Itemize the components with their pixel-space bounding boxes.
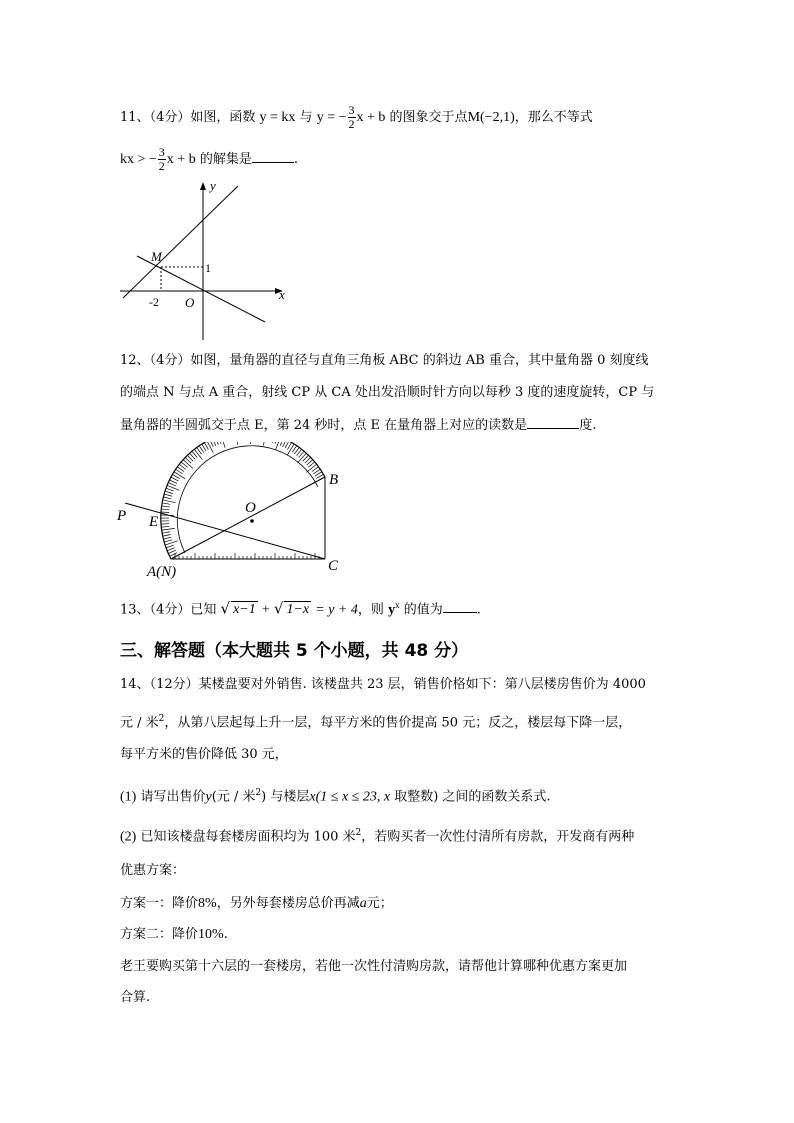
protractor-tick: [283, 442, 287, 447]
q12-text-1: 如图，量角器的直径与直角三角板 ABC 的斜边 AB 重合，其中量角器 0 刻度线: [190, 353, 649, 368]
protractor-tick: [207, 442, 213, 453]
protractor-tick: [170, 480, 177, 484]
protractor-tick: [287, 444, 294, 455]
q13-number: 13: [120, 602, 137, 618]
q14-part2: [120, 825, 634, 845]
q12-number: 12: [120, 353, 137, 368]
protractor-tick: [161, 524, 169, 525]
protractor-tick: [161, 512, 169, 513]
protractor-tick: [169, 483, 176, 486]
q14-line2: [120, 711, 631, 731]
q14-plan1-b: ，另外每套楼房总价再减: [216, 896, 360, 911]
q14-part2-line2: [120, 863, 185, 879]
protractor-tick: [263, 442, 266, 446]
protractor-tick: [162, 503, 170, 504]
protractor-tick: [170, 553, 177, 557]
protractor-tick: [169, 550, 176, 553]
q14-part1-c: ) 与楼层: [261, 789, 310, 805]
q14-part1-x: x: [309, 789, 316, 805]
q14-final-text-1: 老王要购买第十六层的一套楼房，若他一次性付清购房款，请帮他计算哪种优惠方案更加: [120, 959, 628, 974]
q12-side-ab: [171, 477, 325, 559]
q11-conj: 与: [299, 110, 313, 125]
q12-center-dot: [250, 519, 254, 523]
protractor-tick: [163, 500, 176, 503]
q13-radicand-1: x−1: [233, 602, 256, 618]
protractor-tick: [164, 497, 172, 499]
protractor-tick: [297, 453, 306, 463]
q13-radicand-2: 1−x: [286, 602, 310, 618]
protractor-tick: [213, 442, 216, 446]
q11-point: M(−2,1): [467, 110, 515, 125]
q14-number: 14: [120, 677, 137, 692]
q11-number: 11: [120, 110, 137, 125]
q14-part1-b: (元 / 米: [211, 789, 256, 805]
q12-line3: [120, 416, 596, 434]
q11-frac-num: 3: [348, 103, 355, 117]
q14-line3: [120, 747, 288, 763]
q12-label-an: A(N): [147, 564, 177, 580]
q12-answer-blank[interactable]: [527, 416, 579, 429]
q14-part1-e: 取整数) 之间的函数关系式.: [394, 789, 551, 805]
q11-f2-rhs: x + b: [356, 110, 386, 125]
q13-ypow-base: y: [388, 602, 396, 618]
q11-score: （4分）: [149, 110, 191, 125]
section-3-title: 三、解答题（本大题共 5 个小题，共 48 分）: [120, 641, 469, 661]
q14-part2-sup: 2: [355, 828, 362, 838]
q11-intro: 如图，函数: [190, 110, 256, 125]
q12-label-c: C: [328, 558, 339, 574]
q11-ineq-fraction: [158, 146, 166, 173]
q13-then: ，则: [357, 602, 384, 618]
q14-part1-sup: 2: [255, 788, 262, 798]
q14-plan1-c: 元；: [366, 896, 393, 911]
protractor-tick: [174, 472, 185, 479]
q14-part2-b: ，若购买者一次性付清所有房款，开发商有两种: [361, 829, 635, 845]
q14-part2-label: (2): [120, 829, 137, 845]
q14-plan2-pct: 10%: [198, 927, 224, 942]
protractor-tick: [161, 509, 169, 510]
q14-plan2: [120, 927, 228, 943]
q11-y-arrow: [200, 182, 206, 190]
q11-label-x: x: [279, 287, 285, 302]
protractor-tick: [165, 491, 173, 493]
protractor-tick: [236, 442, 238, 445]
protractor-tick: [285, 442, 289, 448]
q14-text-2b: ，从第八层起每上升一层，每平方米的售价提高 50 元；反之，楼层每下降一层，: [164, 715, 632, 731]
q14-plan1-var: a: [359, 896, 367, 911]
q14-text-2a: 元 / 米: [120, 715, 159, 731]
q11-line-decreasing: [137, 256, 265, 322]
q11-end: .: [293, 152, 298, 167]
q11-frac-den: 2: [348, 117, 355, 131]
q12-score: （4分）: [149, 353, 191, 368]
protractor-tick: [218, 442, 221, 444]
q13-ypow-exp: x: [395, 600, 400, 610]
q13-plus: +: [261, 602, 270, 618]
q11-answer-blank[interactable]: [252, 150, 294, 163]
q12-line2: [120, 385, 654, 401]
q12-text-2: 的端点 N 与点 A 重合，射线 CP 从 CA 处出发沿顺时针方向以每秒 3 度的速度旋转，CP 与: [120, 385, 655, 400]
q13-line: 13、（4分）已知 √ x−1 + √ 1−x = y + 4，则 $y^x$ 的值为 .: [120, 599, 481, 618]
protractor-tick: [171, 477, 178, 481]
q11-label-origin: O: [185, 295, 195, 310]
q12-ray-cp: [125, 503, 325, 559]
q14-score: （12分）: [149, 677, 199, 692]
q14-part1-a: 请写出售价: [140, 789, 206, 805]
protractor-tick: [166, 488, 174, 491]
q11-label-m: M: [151, 249, 162, 264]
q14-part1: [120, 785, 551, 805]
q11-tail: ，那么不等式: [514, 110, 593, 125]
protractor-tick: [161, 526, 169, 527]
q14-text-2-sup: 2: [158, 714, 165, 724]
protractor-tick: [166, 545, 174, 548]
q11-solution-text: 的解集是: [199, 152, 252, 167]
q13-intro: 已知: [190, 602, 217, 618]
q14-plan2-b: .: [223, 927, 228, 942]
q11-line1: 11、（4分）如图，函数 y = kx 与 y = − $\frac{3}{2}$ x + b 的图象交于点M(−2,1)，那么不等式: [120, 103, 593, 131]
q13-end: .: [476, 602, 481, 618]
q14-part1-d: (1 ≤ x ≤ 23, x: [315, 789, 391, 805]
q11-label-one: 1: [205, 261, 211, 275]
q14-part2-text-2: 优惠方案：: [120, 863, 186, 878]
q14-text-1: 某楼盘要对外销售. 该楼盘共 23 层，销售价格如下：第八层楼房售价为 4000: [198, 677, 646, 692]
q11-ineq-frac-den: 2: [158, 159, 165, 173]
protractor-tick: [221, 442, 225, 448]
q13-answer-blank[interactable]: [443, 600, 477, 613]
protractor-tick: [204, 443, 208, 450]
q14-plan1: [120, 896, 393, 912]
q13-score: （4分）: [149, 602, 191, 618]
q11-ineq-lhs: kx > −: [120, 152, 157, 167]
q12-label-e: E: [149, 514, 159, 530]
q12-ruler-ticks: [175, 553, 319, 559]
q13-radical-1-sign: √: [220, 599, 231, 618]
q12-label-p: P: [117, 508, 127, 524]
q13-value-text: 的值为: [403, 602, 443, 618]
protractor-tick: [162, 528, 175, 530]
protractor-tick: [275, 442, 278, 444]
q11-label-y: y: [210, 178, 216, 193]
protractor-tick: [272, 442, 274, 443]
q13-rhs: = y + 4: [315, 602, 358, 618]
protractor-tick: [163, 534, 171, 536]
q11-line2: [120, 146, 298, 173]
q14-plan1-pct: 8%: [198, 896, 217, 911]
protractor-tick: [194, 449, 202, 459]
protractor-tick: [215, 442, 218, 445]
q14-part1-y: y: [205, 789, 212, 805]
protractor-tick: [164, 540, 172, 542]
q14-part1-label: (1): [120, 789, 137, 805]
q14-text-3: 每平方米的售价降低 30 元，: [120, 747, 288, 762]
protractor-tick: [280, 442, 283, 446]
q11-ineq-frac-num: 3: [158, 145, 165, 159]
q11-fraction: [348, 104, 356, 131]
q13-radical-2-sign: √: [273, 599, 284, 618]
protractor-tick: [210, 442, 214, 447]
q11-label-neg2: -2: [149, 295, 159, 309]
protractor-tick: [183, 460, 193, 469]
q11-cross-text: 的图象交于点: [389, 110, 468, 125]
q12-label-b: B: [329, 472, 339, 488]
q12-text-3-end: 度.: [579, 418, 597, 433]
q12-label-o: O: [245, 500, 256, 516]
q14-final-line1: [120, 959, 627, 975]
protractor-tick: [316, 474, 323, 478]
q14-part2-a: 已知该楼盘每套楼房面积均为 100 米: [140, 829, 356, 845]
q14-plan2-a: 方案二：降价: [120, 927, 199, 942]
q12-protractor-ticks: [161, 442, 325, 559]
q12-line1: 12、（4分）如图，量角器的直径与直角三角板 ABC 的斜边 AB 重合，其中量角器 0 刻度线: [120, 353, 649, 368]
q14-line1: 14、（12分）某楼盘要对外销售. 该楼盘共 23 层，销售价格如下：第八层楼房售价为 4000: [120, 677, 646, 692]
q14-plan1-a: 方案一：降价: [120, 896, 199, 911]
protractor-tick: [167, 548, 174, 551]
q14-final-text-2: 合算.: [120, 990, 151, 1005]
protractor-tick: [164, 537, 172, 539]
q11-graph: [115, 172, 295, 344]
q11-f2-lhs: y = −: [316, 110, 347, 125]
protractor-tick: [162, 506, 170, 507]
q11-ineq-rhs: x + b: [166, 152, 196, 167]
protractor-tick: [162, 532, 170, 533]
q12-text-3: 量角器的半圆弧交于点 E，第 24 秒时，点 E 在量角器上对应的读数是: [120, 418, 528, 433]
protractor-tick: [173, 475, 180, 479]
q11-f1: y = kx: [259, 110, 296, 125]
q14-final-line2: [120, 990, 150, 1006]
protractor-tick: [287, 443, 291, 450]
q12-figure: [113, 442, 363, 582]
q11-line-kx: [123, 186, 238, 298]
protractor-tick: [164, 494, 172, 496]
